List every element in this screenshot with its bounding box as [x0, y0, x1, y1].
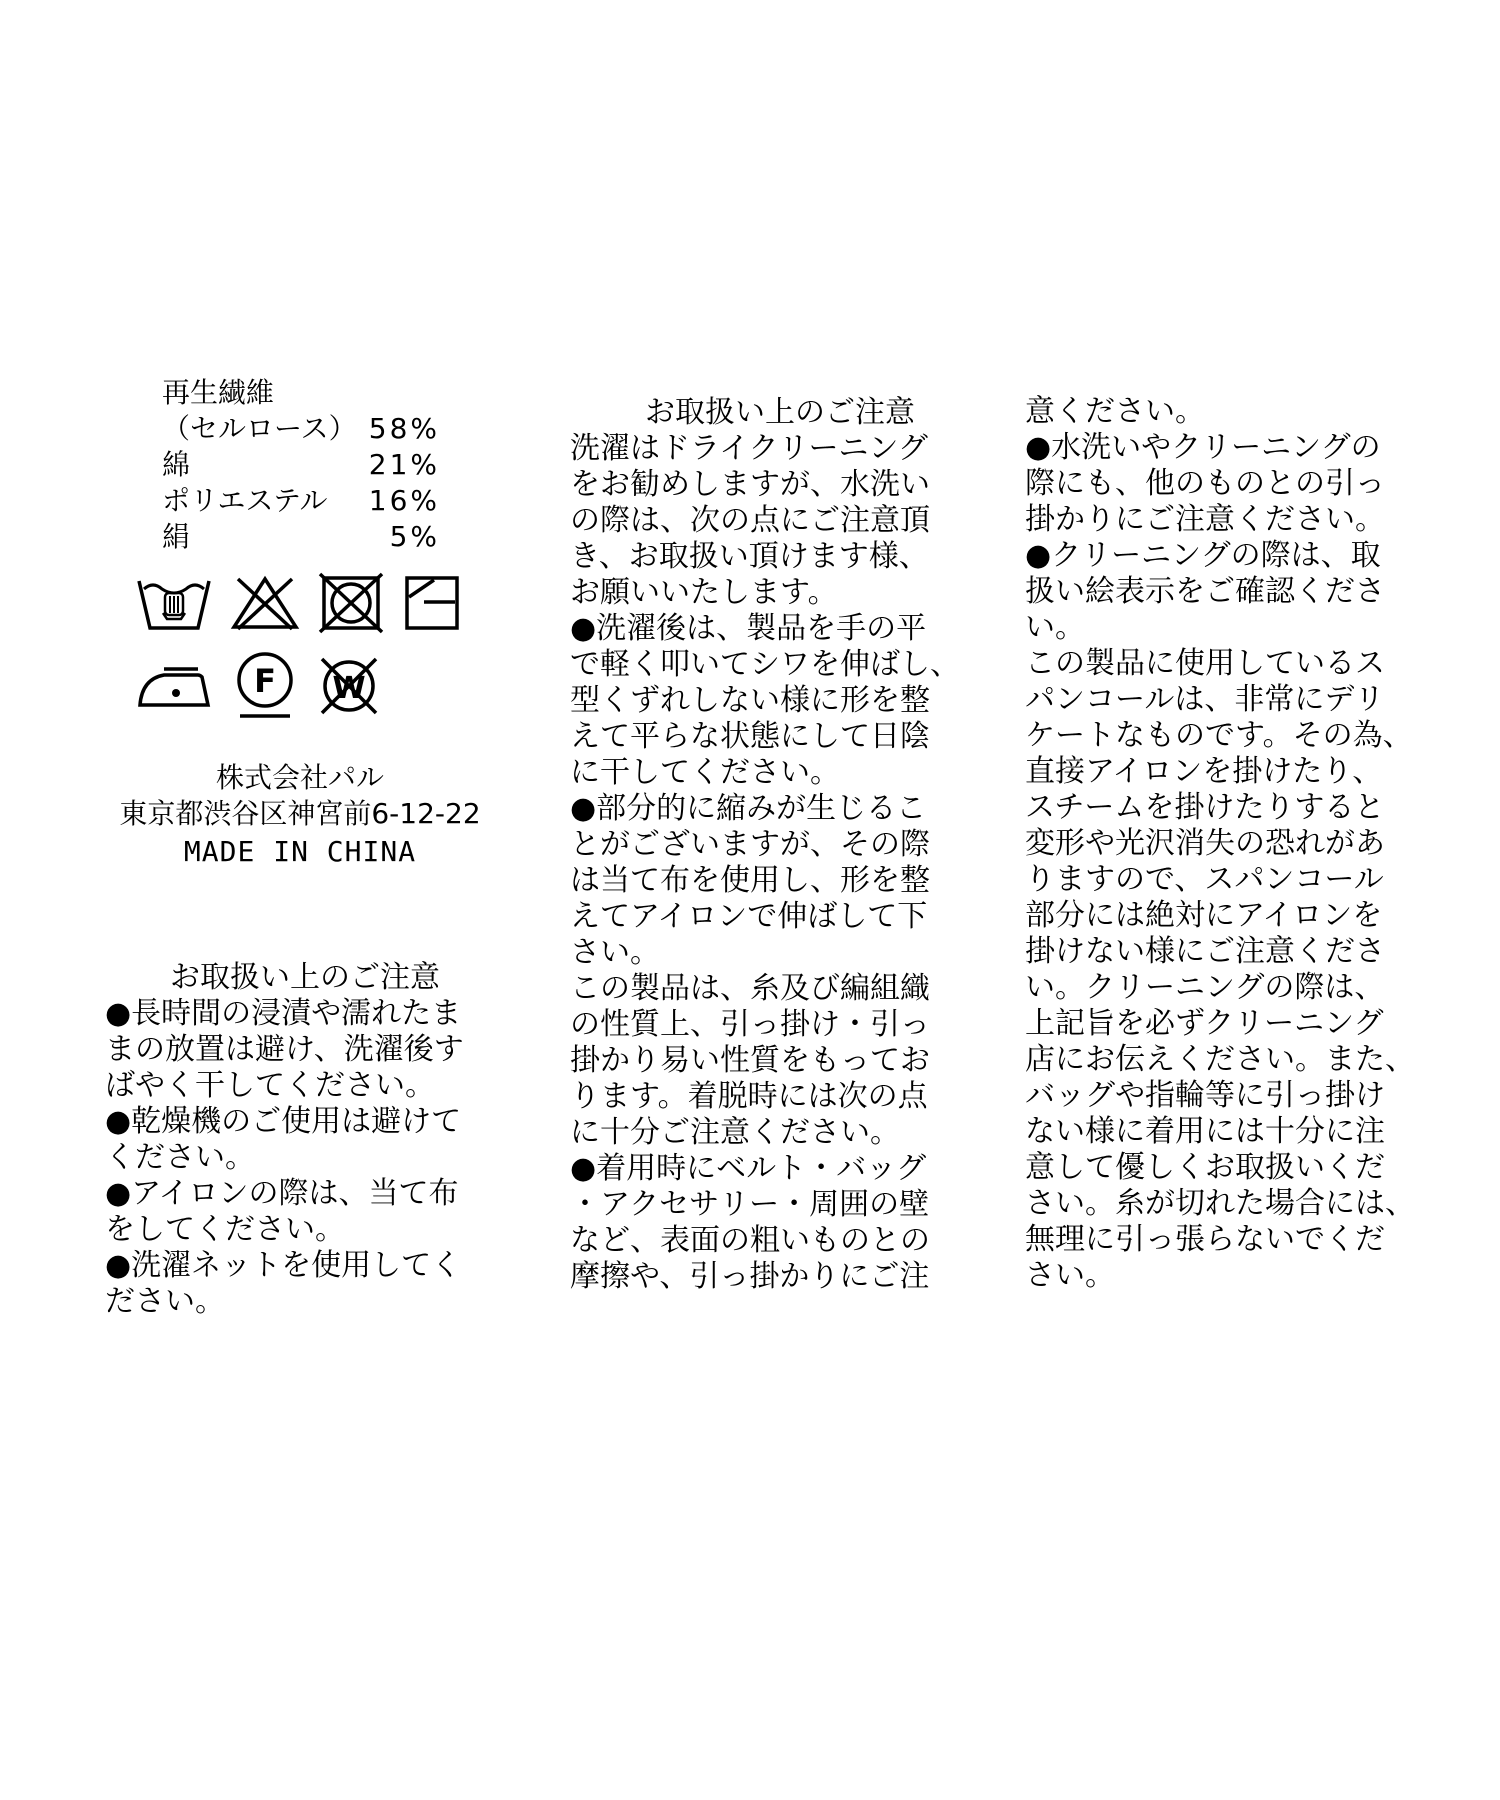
- composition-row: [162, 483, 440, 519]
- no-wet-clean-icon: [316, 655, 382, 717]
- fiber-percent: 5%: [389, 520, 440, 553]
- note-line: えてアイロンで伸ばして下: [570, 899, 928, 934]
- note-line: 意して優しくお取扱いくだ: [1025, 1150, 1385, 1185]
- fiber-name: ポリエステル: [162, 484, 328, 517]
- care-notes-middle: [570, 395, 990, 1295]
- fiber-composition: [162, 375, 440, 555]
- note-line: ください。: [105, 1140, 255, 1175]
- fiber-percent: 21%: [368, 448, 440, 481]
- note-line: 掛かりにご注意ください。: [1025, 502, 1385, 537]
- note-line: バッグや指輪等に引っ掛け: [1025, 1078, 1385, 1113]
- care-notes-right: [1025, 394, 1465, 1294]
- note-line: ケートなものです。その為、: [1025, 718, 1413, 753]
- dry-clean-label: F: [254, 662, 276, 700]
- wet-clean-label: W: [332, 671, 366, 706]
- note-line: りますので、スパンコール: [1025, 862, 1384, 897]
- company-info: [100, 760, 500, 870]
- note-line: い。: [1025, 610, 1085, 645]
- composition-row: [162, 375, 440, 411]
- note-line: き、お取扱い頂けます様、: [570, 539, 929, 574]
- note-line: をしてください。: [105, 1212, 345, 1247]
- note-line: 変形や光沢消失の恐れがあ: [1025, 826, 1385, 861]
- note-line: 直接アイロンを掛けたり、: [1025, 754, 1383, 789]
- note-line: など、表面の粗いものとの: [570, 1223, 930, 1258]
- care-notes-left: [105, 960, 505, 1320]
- note-line: スチームを掛けたりすると: [1025, 790, 1385, 825]
- notes-heading: お取扱い上のご注意: [170, 960, 440, 995]
- note-line: ●着用時にベルト・バッグ: [570, 1151, 927, 1186]
- note-line: の性質上、引っ掛け・引っ: [570, 1007, 930, 1042]
- company-name: 株式会社パル: [215, 761, 384, 794]
- line-dry-shade-icon: [402, 573, 462, 633]
- notes-heading: お取扱い上のご注意: [645, 395, 915, 430]
- note-line: ●乾燥機のご使用は避けて: [105, 1104, 462, 1139]
- composition-row: [162, 447, 440, 483]
- hand-wash-icon: [136, 573, 212, 633]
- note-line: まの放置は避け、洗濯後す: [105, 1032, 464, 1067]
- note-line: に十分ご注意ください。: [570, 1115, 900, 1150]
- note-line: ●水洗いやクリーニングの: [1025, 430, 1381, 465]
- note-line: ●部分的に縮みが生じるこ: [570, 791, 927, 826]
- note-line: ない様に着用には十分に注: [1025, 1114, 1385, 1149]
- note-line: えて平らな状態にして日陰: [570, 719, 930, 754]
- note-line: さい。: [1025, 1258, 1115, 1293]
- note-line: 意ください。: [1025, 394, 1205, 429]
- note-line: 無理に引っ張らないでくだ: [1025, 1222, 1385, 1257]
- note-line: この製品は、糸及び編組織: [570, 971, 930, 1006]
- note-line: ●アイロンの際は、当て布: [105, 1176, 459, 1211]
- note-line: ●クリーニングの際は、取: [1025, 538, 1381, 573]
- note-line: ださい。: [105, 1284, 225, 1319]
- note-line: をお勧めしますが、水洗い: [570, 467, 930, 502]
- note-line: ばやく干してください。: [105, 1068, 435, 1103]
- note-line: パンコールは、非常にデリ: [1025, 682, 1385, 717]
- care-symbols-row-2: [136, 650, 382, 722]
- iron-low-icon: [136, 661, 214, 711]
- note-line: に干してください。: [570, 755, 840, 790]
- note-line: で軽く叩いてシワを伸ばし、: [570, 647, 960, 682]
- note-line: この製品に使用しているス: [1025, 646, 1385, 681]
- note-line: ●洗濯後は、製品を手の平: [570, 611, 927, 646]
- fiber-name: 絹: [162, 520, 191, 553]
- note-line: 店にお伝えください。また、: [1025, 1042, 1415, 1077]
- note-line: とがございますが、その際: [570, 827, 930, 862]
- note-line: ●長時間の浸漬や濡れたま: [105, 996, 462, 1031]
- note-line: の際は、次の点にご注意頂: [570, 503, 930, 538]
- fiber-name: 綿: [162, 448, 191, 481]
- note-line: 上記旨を必ずクリーニング: [1025, 1006, 1384, 1041]
- note-line: お願いいたします。: [570, 575, 838, 610]
- note-line: ります。着脱時には次の点: [570, 1079, 928, 1114]
- note-line: 摩擦や、引っ掛かりにご注: [570, 1259, 930, 1294]
- care-symbols-row-1: [136, 572, 462, 634]
- fiber-percent: 16%: [368, 484, 440, 517]
- composition-row: [162, 411, 440, 447]
- note-line: 掛けない様にご注意くださ: [1025, 934, 1385, 969]
- note-line: さい。糸が切れた場合には、: [1025, 1186, 1415, 1221]
- country-of-origin: MADE IN CHINA: [183, 835, 417, 868]
- note-line: い。クリーニングの際は、: [1025, 970, 1385, 1005]
- note-line: は当て布を使用し、形を整: [570, 863, 930, 898]
- fiber-percent: 58%: [368, 412, 440, 445]
- note-line: 洗濯はドライクリーニング: [570, 431, 928, 466]
- note-line: 際にも、他のものとの引っ: [1025, 466, 1385, 501]
- fiber-percent: [362, 375, 440, 411]
- company-address: 東京都渋谷区神宮前6-12-22: [119, 797, 481, 830]
- dry-clean-f-icon: [232, 650, 298, 722]
- note-line: ・アクセサリー・周囲の壁: [570, 1187, 930, 1222]
- composition-row: [162, 519, 440, 555]
- note-line: 部分には絶対にアイロンを: [1025, 898, 1383, 933]
- note-line: さい。: [570, 935, 660, 970]
- note-line: ●洗濯ネットを使用してく: [105, 1248, 462, 1283]
- no-tumble-dry-icon: [318, 572, 384, 634]
- fiber-name: 再生繊維: [162, 376, 275, 409]
- note-line: 扱い絵表示をご確認くださ: [1025, 574, 1385, 609]
- no-bleach-icon: [230, 573, 300, 633]
- fiber-name: （セルロース）: [162, 412, 357, 445]
- note-line: 掛かり易い性質をもってお: [570, 1043, 930, 1078]
- note-line: 型くずれしない様に形を整: [570, 683, 930, 718]
